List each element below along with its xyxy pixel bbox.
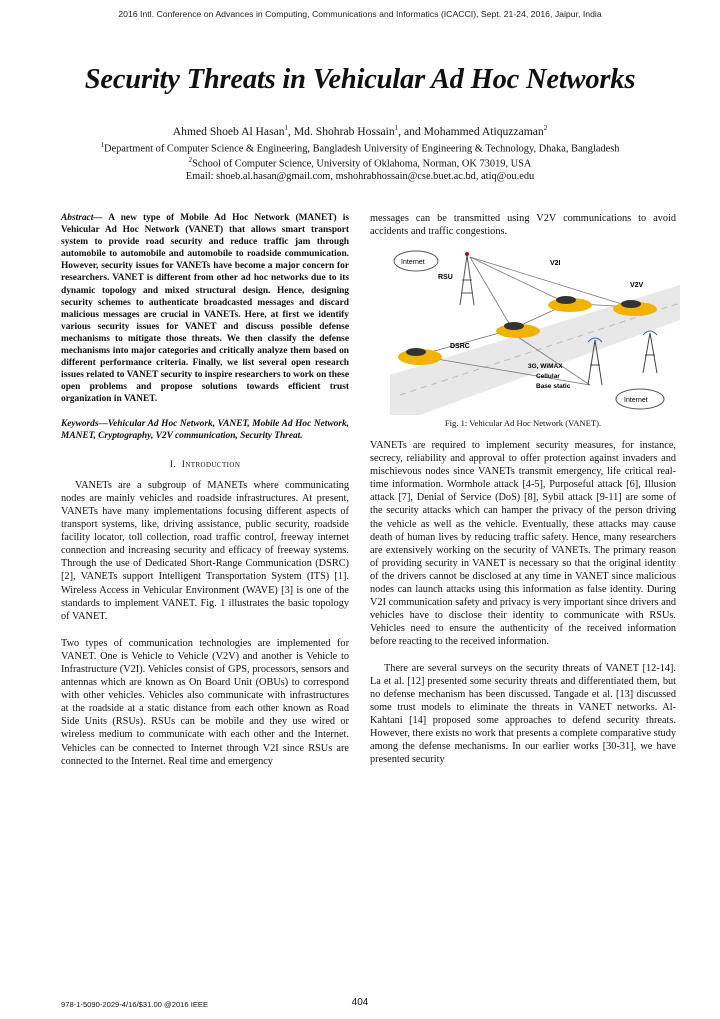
figure-label: Base static	[536, 383, 571, 390]
affil-mark: 2	[543, 124, 548, 132]
abstract-label: Abstract—	[61, 213, 103, 223]
figure-label: DSRC	[450, 343, 470, 350]
author-name: , Md. Shohrab Hossain	[288, 124, 395, 138]
affil-mark: 1	[284, 124, 289, 132]
intro-paragraph-1: VANETs are a subgroup of MANETs where communicating nodes are mainly vehicles and roadside infrastructures. At present, VANETs have many implementations focusing different aspects of transport systems, like, driving assistance, public security, roadside facility locator, toll collection, road traffic control, freeway internet connection and increasing security and efficacy of freeway systems. Through the use of Dedicated Short-Range Communication (DSRC)[2], VANETs support Intelligent Transportation System (ITS) [1]. Wireless Access in Vehicular Environment (WAVE) [3] is one of the standards to implement VANET. Fig. 1 illustrates the basic topology of VANET.	[61, 479, 349, 622]
author-list	[0, 124, 720, 138]
cell-tower-icon	[643, 331, 657, 373]
email-line: Email: shoeb.al.hasan@gmail.com, mshohrabhossain@cse.buet.ac.bd, atiq@ou.edu	[185, 171, 535, 182]
affiliation-2	[0, 156, 720, 169]
abstract	[61, 212, 349, 406]
footer-isbn: 978-1-5090-2029-4/16/$31.00 @2016 IEEE	[61, 1000, 209, 1009]
author-name: Ahmed Shoeb Al Hasan	[172, 124, 285, 138]
page-number: 404	[351, 997, 369, 1008]
figure-label: 3G, WiMAX	[528, 363, 563, 370]
car-icon	[496, 322, 540, 338]
keywords: Keywords—Vehicular Ad Hoc Network, VANET, Mobile Ad Hoc Network, MANET, Cryptography, V2V communication, Security Threat.	[61, 418, 349, 441]
figure-label: RSU	[438, 274, 453, 281]
affil-mark: 2	[188, 156, 193, 164]
right-paragraph-2: There are several surveys on the security threats of VANET [12-14]. La et al. [12] presented some security threats and differentiated them, but no defense mechanism has been discussed. Tangade et al. [13] discussed some trust models to eliminate the threats in VANET networks. Al-Kahtani [14] proposed some approaches to defend security threats. However, there exists no work that presents a complete comparative study among the defense mechanisms. In our earlier works [30-31], we have presented security	[370, 662, 676, 766]
right-paragraph-0: messages can be transmitted using V2V communications to avoid accidents and traffic congestions.	[370, 213, 676, 238]
car-icon	[548, 296, 592, 312]
abstract-text: A new type of Mobile Ad Hoc Network (MANET) is Vehicular Ad Hoc Network (VANET) that allows smart transport system to provide road security and reduce traffic jam through automobile to automobile and automobile to roadside communication. However, security issues for VANETs have become a major concern for researchers. VANET is different from other ad hoc networks due to its dynamic topology and mixed structural design. Hence, designing security schemes to authenticate broadcasted messages and discard malicious messages are crucial in VANETs. Here, at first we identify various security issues for VANET and discuss possible defense mechanisms to mitigate those threats. We then classify the defense mechanisms into major categories and critically analyze them based on different performance criteria. Finally, we list several open research issues related to VANET security to inspire researchers to work on these open problems and propose solutions towards efficient trust organization in VANET.	[61, 213, 349, 405]
section-heading	[61, 458, 349, 471]
affil-mark: 1	[100, 141, 104, 149]
figure-caption: Fig. 1: Vehicular Ad Hoc Network (VANET).	[444, 418, 602, 428]
paper-title: Security Threats in Vehicular Ad Hoc Networks	[84, 64, 636, 95]
intro-paragraph-2: Two types of communication technologies are implemented for VANET. One is Vehicle to Vehicle (V2V) and another is Vehicle to Infrastructure (V2I). Vehicles consist of GPS, processors, sensors and antennas which are known as On Board Unit (OBUs) to correspond with other vehicles. Vehicles also communicate with infrastructures at the roadside at a static distance from each other known as Road Side Units (RSUs). RSUs can be mobile and they use wired or wireless medium to communicate with each other and the Internet. Vehicles can be connected to Internet through V2I since RSUs are connected to the Internet. Real time and emergency	[61, 637, 349, 767]
figure-label: Internet	[401, 259, 425, 266]
affiliation-text: Department of Computer Science & Engineering, Bangladesh University of Engineering & Technology, Dhaka, Bangladesh	[104, 143, 620, 155]
conference-header: 2016 Intl. Conference on Advances in Computing, Communications and Informatics (ICACCI), Sept. 21-24, 2016, Jaipur, India	[118, 9, 602, 19]
left-column	[61, 212, 349, 768]
figure-label: V2I	[550, 260, 561, 267]
figure-label: Cellular	[536, 373, 560, 380]
section-number: I.	[169, 458, 177, 470]
affiliation-1	[0, 141, 720, 154]
affiliation-text: School of Computer Science, University of Oklahoma, Norman, OK 73019, USA	[192, 158, 532, 170]
figure-label: Internet	[624, 397, 648, 404]
vanet-figure	[390, 245, 680, 415]
right-column-body	[370, 439, 676, 766]
right-paragraph-1: VANETs are required to implement security measures, for instance, secrecy, reliability and approval to offer protection against invaders and mischievous nodes since VANETs transmit emergency, life critical real-time information. Wormhole attack [4-5], Purposeful attack [6], Illusion attack [7], Denial of Service (DoS) [8], Sybil attack [9-11] are some of the security attacks which can hamper the privacy of the person driving the vehicle as well as the vehicle. Eventually, these attacks may cause death of human lives by reducing traffic safety. Hence, many researchers are extensively working on the security of VANETs. The primary reason of providing security in VANET is necessary so that the original identity of the drivers cannot be disclosed at any time in VANET since malicious nodes can launch attacks using this information as false identity. During V2I communication safety and privacy is very important since drivers and vehicles have to disclose their identity to communicate with RSUs. Vehicles need to ensure the authenticity of the received information before reacting to the received information.	[370, 440, 676, 648]
author-name: , and Mohammed Atiquzzaman	[398, 124, 544, 138]
affil-mark: 1	[394, 124, 399, 132]
figure-label: V2V	[630, 282, 644, 289]
section-title: Introduction	[181, 458, 241, 470]
